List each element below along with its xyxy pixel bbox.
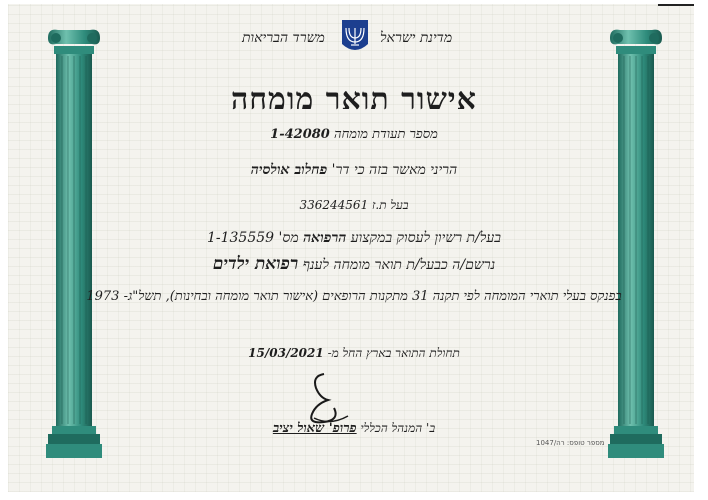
signatory-role: ב' המנהל הכללי xyxy=(360,421,436,435)
registration-text: נרשם/ה כבעל/ת תואר מומחה לענף xyxy=(302,257,496,273)
page-title: אישור תואר מומחה xyxy=(231,82,477,117)
license-number-label: מס' xyxy=(278,230,299,246)
registration-line xyxy=(0,254,708,274)
certificate-number-label: מספר תעודת מומחה xyxy=(333,127,438,142)
form-number: מספר טופס: רה/1047 xyxy=(536,439,605,447)
license-line xyxy=(0,230,708,247)
id-number: 336244561 xyxy=(299,198,369,212)
signatory-name: פרופ' שאול יציב xyxy=(272,421,357,436)
regulation-text: בפנקס בעלי תוארי המומחה לפי תקנה 31 מתקנות הרופאים (אישור תואר מומחה ובחינות), תשל"ג- 1973 xyxy=(86,289,622,304)
validity-label: תחולת התואר בארץ החל מ- xyxy=(327,346,460,360)
scan-edge-line xyxy=(658,4,694,6)
certificate-number: 1-42080 xyxy=(270,127,330,142)
license-text: בעל/ת רשיון לעסוק במקצוע xyxy=(350,230,502,246)
specialty-name: רפואת ילדים xyxy=(212,254,299,274)
holder-line xyxy=(0,162,708,179)
israel-emblem-icon xyxy=(340,18,370,54)
license-number: 1-135559 xyxy=(206,230,275,246)
validity-date: 15/03/2021 xyxy=(248,346,324,360)
certificate-number-line xyxy=(0,126,708,142)
ministry-name: משרד הבריאות xyxy=(242,30,325,46)
state-name: מדינת ישראל xyxy=(380,30,453,46)
validity-line xyxy=(0,346,708,361)
license-profession: הרפואה xyxy=(303,230,347,246)
id-label: בעל ת.ז xyxy=(372,198,409,212)
holder-name: פחלוב אולסיה xyxy=(250,162,328,178)
id-line xyxy=(0,198,708,213)
hereby-text: הריני מאשר בזה כי דר' xyxy=(331,162,458,178)
signatory-line xyxy=(0,420,708,436)
